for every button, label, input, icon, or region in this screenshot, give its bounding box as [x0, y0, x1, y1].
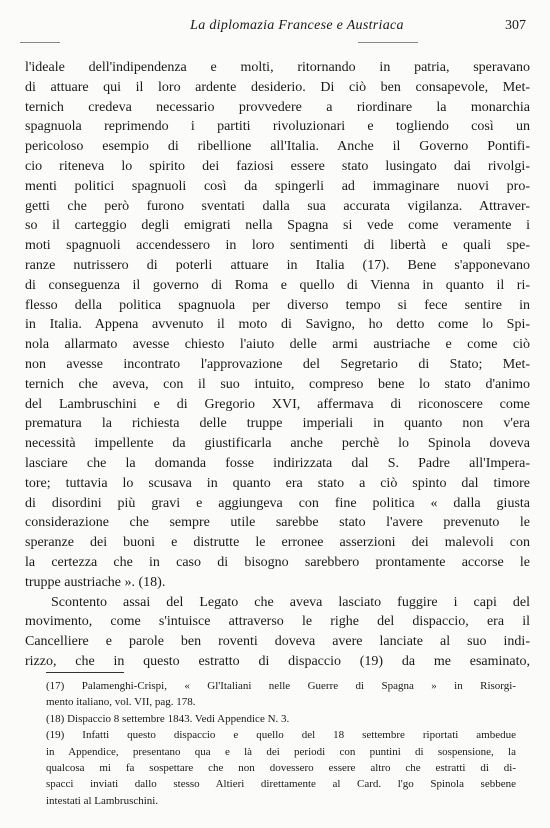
body-text	[25, 58, 530, 672]
text-line: speranze dei buoni e distrutte le erronee asserzioni dei malevoli con	[25, 535, 530, 551]
text-line: non avesse incontrato l'approvazione del Segretario di Stato; Met-	[25, 356, 530, 372]
text-line: l'ideale dell'indipendenza e molti, ritornando in patria, speravano	[25, 60, 530, 75]
text-line: prematura la richiesta delle truppe imperiali in quanto non v'era	[25, 416, 530, 432]
text-line: considerazione che sempre utile sarebbe stato l'avere prevenuto le	[25, 515, 530, 531]
page-number: 307	[505, 18, 526, 33]
text-line: spagnuola reprimendo i partiti rivoluzionari e togliendo così un	[25, 119, 530, 135]
footnotes	[46, 678, 516, 809]
text-line: flesso della politica spagnuola per diverso tempo si fece sentire in	[25, 297, 530, 313]
text-line: pericoloso esempio di ribellione all'Italia. Anche il Governo Pontifi-	[25, 139, 530, 155]
text-line: rizzo, che in questo estratto di dispaccio (19) da me esaminato,	[25, 653, 530, 669]
footnote-line: intestati al Lambruschini.	[46, 794, 159, 807]
text-line: in Italia. Appena avvenuto il moto di Savigno, ho detto come lo Spi-	[25, 317, 530, 333]
footnote-line: (19) Infatti questo dispaccio e quello del 18 settembre riportati ambedue	[46, 729, 516, 742]
text-line: la certezza che in caso di bisogno sarebbero prontamente accorse le	[25, 554, 530, 570]
text-line: truppe austriache ». (18).	[25, 574, 166, 590]
text-line: Scontento assai del Legato che aveva lasciato fuggire i capi del	[51, 594, 530, 610]
text-line: lasciare che la domanda fosse indirizzata dal S. Padre all'Impera-	[25, 455, 530, 471]
text-line: necessità impellente da giustificarla anche perchè lo Spinola doveva	[25, 436, 530, 452]
text-line: Cancelliere e parole ben roventi doveva avere lanciate al suo indi-	[25, 634, 530, 650]
text-line: moti spagnuoli accendessero in loro sentimenti di libertà e quali spe-	[25, 238, 530, 254]
text-line: menti politici spagnuoli così da spingerli ad immaginare nuovi pro-	[25, 178, 530, 194]
header-rule-left	[20, 42, 60, 43]
footnote-line: qualcosa mi fa sospettare che non dovessero essere altro che estratti di di-	[46, 762, 516, 775]
footnote-rule	[46, 672, 124, 673]
text-line: so il carteggio degli emigrati nella Spagna si vede come veramente i	[25, 218, 530, 234]
text-line: di conseguenza il governo di Roma e quello di Vienna in quanto il ri-	[25, 277, 530, 293]
footnote-line: in Appendice, presentano qua e là dei periodi con puntini di sospensione, la	[46, 745, 516, 758]
text-line: cio riteneva lo spirito dei faziosi essere stato lusingato dai rivolgi-	[25, 158, 530, 174]
footnote-line: spacci inviati dallo stesso Altieri direttamente al Card. l'go Spinola sebbene	[46, 778, 516, 791]
text-line: getti che però furono sventati dalla sua accurata vigilanza. Attraver-	[25, 198, 530, 214]
footnote-line: mento italiano, vol. VII, pag. 178.	[46, 696, 196, 709]
footnote-line: (17) Palamenghi-Crispi, « Gl'Italiani nelle Guerre di Spagna » in Risorgi-	[46, 680, 516, 692]
text-line: tore; tuttavia lo scusava in quanto era stato a ciò spinto dal timore	[25, 475, 530, 491]
text-line: nola allarmato avesse chiesto l'aiuto delle armi austriache e come ciò	[25, 337, 530, 353]
text-line: di attuare qui il loro ardente desiderio. Di ciò ben consapevole, Met-	[25, 79, 530, 95]
footnote-line: (18) Dispaccio 8 settembre 1843. Vedi Appendice N. 3.	[46, 712, 290, 725]
running-head: La diplomazia Francese e Austriaca	[190, 18, 404, 33]
header-rule-right	[358, 42, 418, 43]
text-line: di disordini più gravi e aggiungeva con fine politica « dalla giusta	[25, 495, 530, 511]
text-line: ternich che aveva, con il suo intuito, compreso bene lo stato d'animo	[25, 376, 530, 392]
text-line: movimento, come s'intuisce attraverso le righe del dispaccio, era il	[25, 614, 530, 630]
text-line: ternich credeva necessario provvedere a riordinare la monarchia	[25, 99, 530, 115]
text-line: del Lambruschini e di Gregorio XVI, affermava di riconoscere come	[25, 396, 530, 412]
text-line: ranze nutrissero di poterli attuare in Italia (17). Bene s'apponevano	[25, 257, 530, 273]
